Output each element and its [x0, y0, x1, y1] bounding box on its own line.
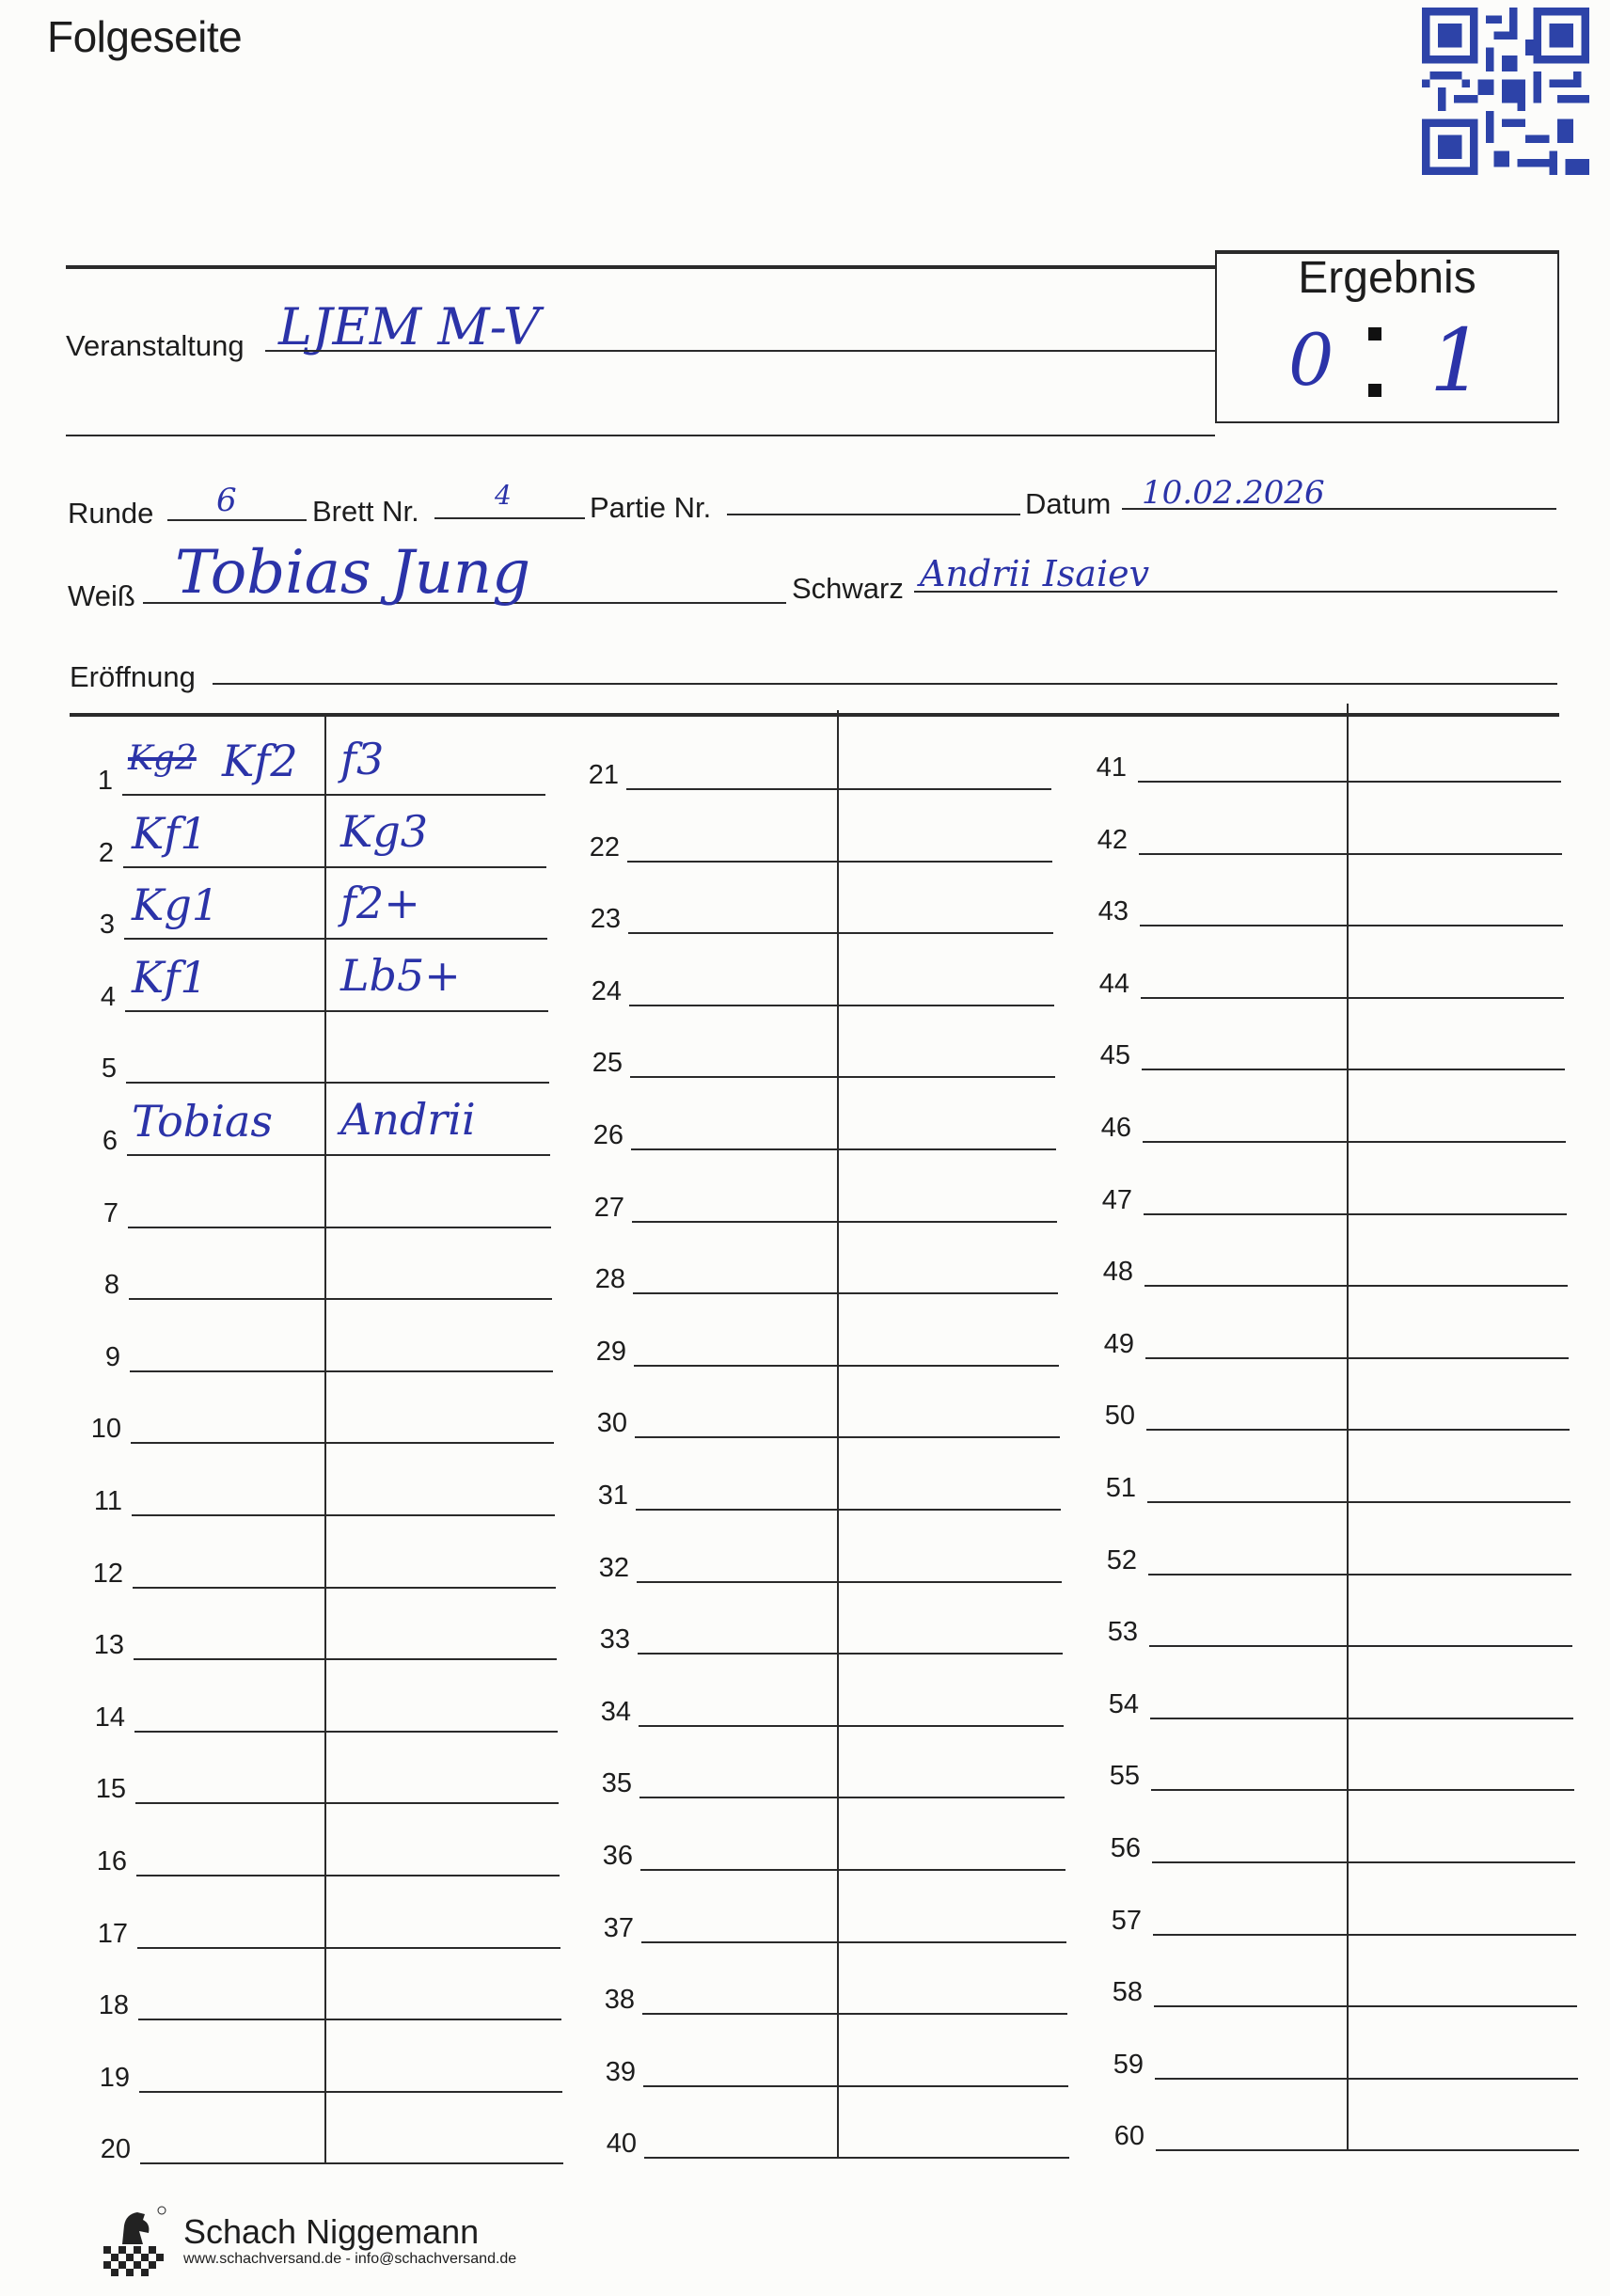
move-line — [127, 1154, 550, 1156]
white-move: Kf1 — [132, 807, 208, 859]
move-number: 37 — [603, 1912, 634, 1943]
round-label: Runde — [68, 497, 154, 530]
move-number: 28 — [594, 1264, 625, 1295]
move-line — [1153, 1934, 1576, 1936]
move-number: 16 — [96, 1846, 127, 1876]
move-line — [1147, 1501, 1571, 1503]
result-title: Ergebnis — [1298, 253, 1476, 303]
move-line — [132, 1514, 555, 1516]
black-player: Andrii Isaiev — [920, 553, 1150, 594]
move-number: 12 — [92, 1558, 123, 1589]
white-move: Kf1 — [132, 951, 208, 1003]
move-line — [1144, 1213, 1567, 1215]
move-line — [139, 2091, 562, 2093]
move-line — [631, 1148, 1056, 1150]
move-number: 43 — [1097, 896, 1129, 927]
move-number: 5 — [101, 1053, 117, 1085]
move-line — [136, 1875, 560, 1876]
move-number: 30 — [596, 1408, 627, 1439]
move-line — [1148, 1574, 1571, 1576]
move-line — [638, 1653, 1063, 1655]
struck-move: Kg2 — [128, 739, 197, 778]
chess-knight-logo-icon — [96, 2205, 171, 2280]
move-number: 57 — [1111, 1905, 1142, 1936]
move-line — [635, 1436, 1060, 1438]
footer-brand: Schach Niggemann — [183, 2212, 480, 2251]
move-number: 17 — [97, 1918, 128, 1949]
move-number: 3 — [99, 910, 115, 941]
move-line — [1145, 1357, 1569, 1359]
move-number: 20 — [100, 2134, 131, 2165]
move-line — [639, 1725, 1064, 1727]
move-line — [1141, 997, 1564, 999]
move-line — [640, 1869, 1065, 1871]
move-line — [637, 1581, 1062, 1583]
move-number: 32 — [598, 1552, 629, 1583]
move-line — [643, 2085, 1068, 2087]
move-line — [626, 788, 1051, 790]
qr-code-icon — [1422, 8, 1589, 175]
result-colon — [1368, 303, 1383, 397]
move-line — [123, 866, 546, 868]
move-number: 39 — [605, 2056, 636, 2087]
page-title: Folgeseite — [47, 12, 243, 61]
result-white-score: 0 — [1288, 318, 1334, 402]
move-line — [630, 1076, 1055, 1078]
move-number: 13 — [93, 1630, 124, 1661]
move-number: 26 — [592, 1120, 623, 1150]
move-number: 21 — [588, 760, 619, 790]
move-line — [629, 1005, 1054, 1006]
move-number: 22 — [589, 831, 620, 863]
move-line — [1146, 1429, 1570, 1431]
move-number: 2 — [98, 837, 114, 868]
move-line — [1144, 1285, 1568, 1287]
opening-label: Eröffnung — [70, 660, 196, 693]
move-line — [1139, 853, 1562, 855]
board-line — [434, 517, 585, 519]
opening-line — [213, 683, 1557, 685]
move-number: 45 — [1099, 1040, 1130, 1071]
move-number: 38 — [604, 1985, 635, 2016]
move-number: 31 — [597, 1481, 628, 1511]
move-line — [130, 1370, 553, 1372]
move-number: 6 — [102, 1126, 118, 1156]
event-label: Veranstaltung — [66, 329, 245, 362]
move-line — [138, 2019, 561, 2020]
result-black-score: 1 — [1429, 310, 1485, 411]
move-line — [124, 938, 547, 940]
date-value: 10.02.2026 — [1142, 474, 1325, 512]
move-number: 53 — [1107, 1617, 1138, 1648]
move-number: 4 — [100, 981, 116, 1012]
move-line — [128, 1227, 551, 1228]
move-number: 55 — [1109, 1761, 1140, 1792]
move-line — [639, 1797, 1065, 1798]
black-move: Kg3 — [340, 805, 429, 857]
rule-top — [66, 265, 1215, 269]
move-line — [1149, 1645, 1572, 1647]
move-number: 9 — [104, 1341, 120, 1372]
move-number: 1 — [97, 766, 113, 796]
move-line — [125, 1010, 548, 1012]
move-line — [137, 1947, 560, 1949]
move-line — [126, 1082, 549, 1084]
round-value: 6 — [216, 482, 237, 519]
move-line — [1152, 1861, 1575, 1863]
move-line — [1151, 1789, 1574, 1791]
move-line — [1156, 2149, 1579, 2151]
move-number: 44 — [1098, 968, 1129, 999]
date-label: Datum — [1025, 487, 1112, 520]
move-line — [1155, 2078, 1578, 2080]
move-line — [642, 2013, 1067, 2015]
game-line — [727, 514, 1020, 515]
move-line — [636, 1509, 1061, 1511]
move-number: 23 — [590, 904, 621, 935]
move-line — [632, 1221, 1057, 1223]
white-move: Kf2 — [222, 736, 298, 786]
move-number: 27 — [593, 1192, 624, 1223]
move-line — [133, 1587, 556, 1589]
game-label: Partie Nr. — [590, 491, 712, 524]
move-line — [1138, 781, 1561, 783]
move-number: 24 — [591, 975, 622, 1006]
move-number: 34 — [600, 1696, 631, 1727]
move-line — [129, 1298, 552, 1300]
move-line — [1150, 1718, 1573, 1719]
move-number: 40 — [606, 2129, 637, 2160]
move-number: 10 — [90, 1414, 121, 1445]
move-line — [1142, 1069, 1565, 1070]
move-number: 50 — [1104, 1401, 1135, 1432]
board-label: Brett Nr. — [312, 495, 419, 528]
white-move: Tobias — [132, 1096, 273, 1147]
move-line — [134, 1658, 557, 1660]
move-number: 15 — [95, 1774, 126, 1805]
event-value: LJEM M-V — [278, 297, 540, 356]
move-line — [131, 1442, 554, 1444]
event-line — [265, 350, 1215, 352]
move-line — [633, 1292, 1058, 1294]
rule-moves-top — [70, 713, 1559, 717]
move-line — [122, 794, 545, 796]
move-number: 60 — [1113, 2121, 1144, 2152]
move-line — [641, 1941, 1066, 1943]
move-number: 14 — [94, 1702, 125, 1733]
move-number: 19 — [99, 2062, 130, 2093]
move-number: 58 — [1112, 1977, 1143, 2008]
move-number: 29 — [595, 1336, 626, 1367]
move-line — [134, 1731, 558, 1733]
move-number: 33 — [599, 1624, 630, 1655]
move-number: 52 — [1106, 1544, 1137, 1576]
move-line — [627, 861, 1052, 863]
move-number: 41 — [1096, 752, 1127, 783]
move-line — [634, 1365, 1059, 1367]
board-value: 4 — [495, 480, 512, 511]
move-number: 25 — [592, 1048, 623, 1079]
move-line — [135, 1802, 559, 1804]
move-number: 36 — [602, 1841, 633, 1871]
move-number: 47 — [1101, 1184, 1132, 1215]
black-label: Schwarz — [792, 572, 904, 605]
rule-event-bottom — [66, 435, 1215, 436]
move-number: 11 — [93, 1486, 122, 1516]
move-number: 48 — [1102, 1257, 1133, 1288]
black-move: f2+ — [340, 878, 420, 929]
black-move: f3 — [340, 734, 385, 784]
footer-contact: www.schachversand.de - info@schachversand.de — [183, 2251, 517, 2267]
move-line — [628, 932, 1053, 934]
white-move: Kg1 — [132, 879, 220, 931]
move-number: 46 — [1100, 1113, 1131, 1143]
move-number: 56 — [1110, 1833, 1141, 1863]
move-number: 42 — [1097, 824, 1128, 855]
white-label: Weiß — [68, 579, 135, 612]
move-number: 49 — [1103, 1328, 1134, 1359]
move-line — [140, 2162, 563, 2164]
move-number: 8 — [103, 1270, 119, 1301]
black-move: Andrii — [340, 1094, 476, 1145]
white-player: Tobias Jung — [175, 538, 531, 608]
move-number: 18 — [98, 1990, 129, 2021]
move-number: 59 — [1113, 2049, 1144, 2080]
move-line — [644, 2157, 1069, 2159]
round-line — [167, 519, 307, 521]
move-number: 54 — [1108, 1688, 1139, 1719]
move-number: 35 — [601, 1768, 632, 1799]
move-line — [1154, 2005, 1577, 2007]
move-number: 7 — [103, 1197, 118, 1228]
black-move: Lb5+ — [340, 949, 461, 1001]
move-line — [1140, 925, 1563, 926]
move-number: 51 — [1105, 1473, 1136, 1503]
move-line — [1143, 1141, 1566, 1143]
